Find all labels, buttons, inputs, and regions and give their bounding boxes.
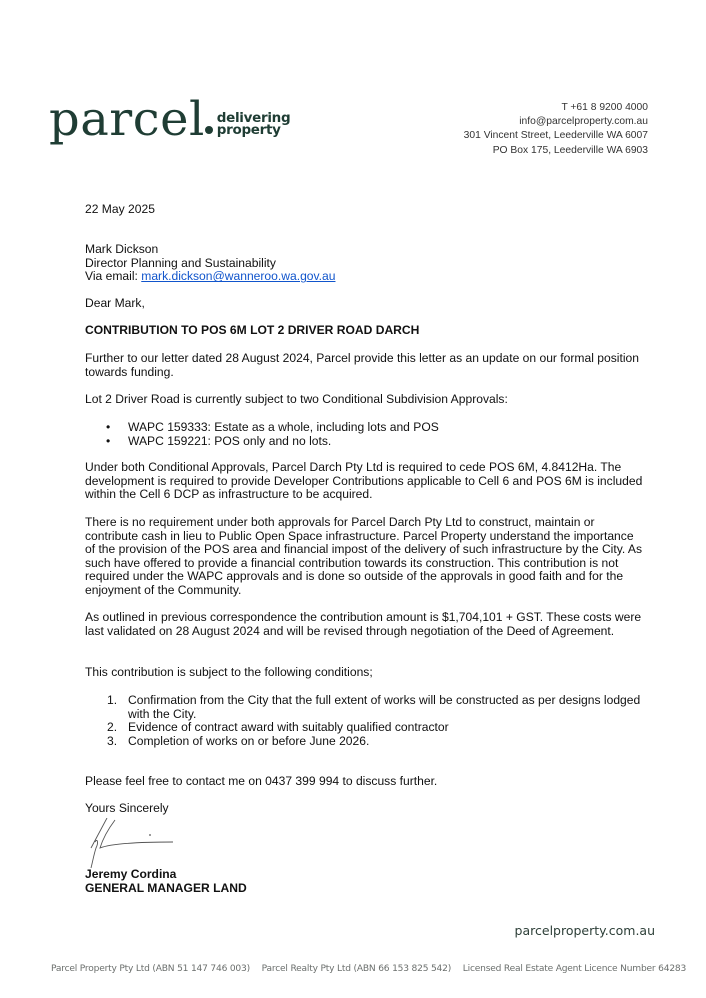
signature-icon: [85, 818, 180, 870]
contact-po-box: PO Box 175, Leederville WA 6903: [492, 144, 648, 156]
legal-parcel-property: Parcel Property Pty Ltd (ABN 51 147 746 003): [51, 964, 250, 974]
signatory-block: [85, 868, 645, 895]
conditions-list: [85, 694, 645, 748]
list-item: [85, 721, 645, 735]
recipient-email-line: [85, 270, 645, 284]
letter-subject: CONTRIBUTION TO POS 6M LOT 2 DRIVER ROAD DARCH: [85, 323, 420, 337]
list-item: [85, 421, 645, 435]
paragraph-contribution-amount: As outlined in previous correspondence the contribution amount is $1,704,101 + GST. These costs were last validated on 28 August 2024 and will be revised through negotiation of the Deed of Agreement.: [85, 610, 642, 638]
recipient-block: [85, 243, 645, 284]
footer-legal-line: [51, 964, 695, 974]
letter-date: 22 May 2025: [85, 202, 155, 216]
salutation: Dear Mark,: [85, 296, 145, 310]
list-item-text: WAPC 159333: Estate as a whole, including lots and POS: [128, 420, 439, 434]
bullet-icon: •: [106, 420, 111, 434]
company-contact-block: [464, 101, 648, 158]
list-item-text: Completion of works on or before June 2026.: [128, 733, 370, 748]
legal-parcel-realty: Parcel Realty Pty Ltd (ABN 66 153 825 542): [261, 964, 452, 974]
footer-website: parcelproperty.com.au: [514, 923, 655, 938]
signatory-title: GENERAL MANAGER LAND: [85, 880, 247, 895]
contact-street-address: 301 Vincent Street, Leederville WA 6007: [463, 130, 648, 142]
list-item-text: Confirmation from the City that the full extent of works will be constructed as per designs lodged with the City.: [128, 693, 641, 721]
recipient-email-link[interactable]: mark.dickson@wanneroo.wa.gov.au: [141, 269, 336, 284]
closing: Yours Sincerely: [85, 801, 169, 815]
list-item-text: Evidence of contract award with suitably qualified contractor: [128, 720, 449, 735]
list-item: [85, 735, 645, 749]
logo-dot-icon: [205, 126, 213, 134]
paragraph-conditions-intro: This contribution is subject to the following conditions;: [85, 665, 373, 679]
list-number: 1.: [107, 693, 118, 707]
paragraph-contact: Please feel free to contact me on 0437 399 994 to discuss further.: [85, 774, 438, 788]
recipient-name: Mark Dickson: [85, 242, 159, 256]
legal-licence: Licensed Real Estate Agent Licence Number 64283: [462, 964, 687, 974]
logo-tagline: [217, 112, 291, 136]
recipient-title: Director Planning and Sustainability: [85, 255, 276, 270]
list-number: 2.: [107, 720, 118, 735]
email-prefix: Via email:: [85, 269, 142, 284]
paragraph-intro: Further to our letter dated 28 August 2024, Parcel provide this letter as an update on our formal position towards funding.: [85, 351, 639, 379]
contact-phone: T +61 8 9200 4000: [561, 102, 648, 113]
paragraph-cede-pos: Under both Conditional Approvals, Parcel Darch Pty Ltd is required to cede POS 6M, 4.8412Ha. The development is required to provide Developer Contributions applicable to Cell 6 and POS 6M is included within the Cell 6 DCP as infrastructure to be acquired.: [85, 460, 643, 502]
bullet-icon: •: [106, 433, 111, 448]
list-item-text: WAPC 159221: POS only and no lots.: [128, 433, 332, 448]
paragraph-approvals-intro: Lot 2 Driver Road is currently subject to two Conditional Subdivision Approvals:: [85, 392, 508, 406]
contact-email: info@parcelproperty.com.au: [519, 116, 648, 128]
logo-tagline-line1: delivering: [216, 110, 291, 126]
paragraph-no-requirement: There is no requirement under both approvals for Parcel Darch Pty Ltd to construct, maintain or contribute cash in lieu to Public Open Space infrastructure. Parcel Property understand the importance of the provision of the POS area and financial impost of the delivery of such infrastructure by the City. As such have offered to provide a financial contribution towards its construction. This contribution is not required under the WAPC approvals and is done so outside of the approvals in good faith and for the enjoyment of the Community.: [85, 515, 643, 597]
list-number: 3.: [107, 733, 118, 748]
logo-tagline-line2: property: [216, 122, 281, 138]
list-item: [85, 694, 645, 721]
logo-wordmark: parcel: [49, 92, 205, 147]
parcel-logo: [49, 92, 291, 147]
approvals-list: [85, 421, 645, 448]
list-item: [85, 435, 645, 449]
signatory-name: Jeremy Cordina: [85, 867, 177, 881]
